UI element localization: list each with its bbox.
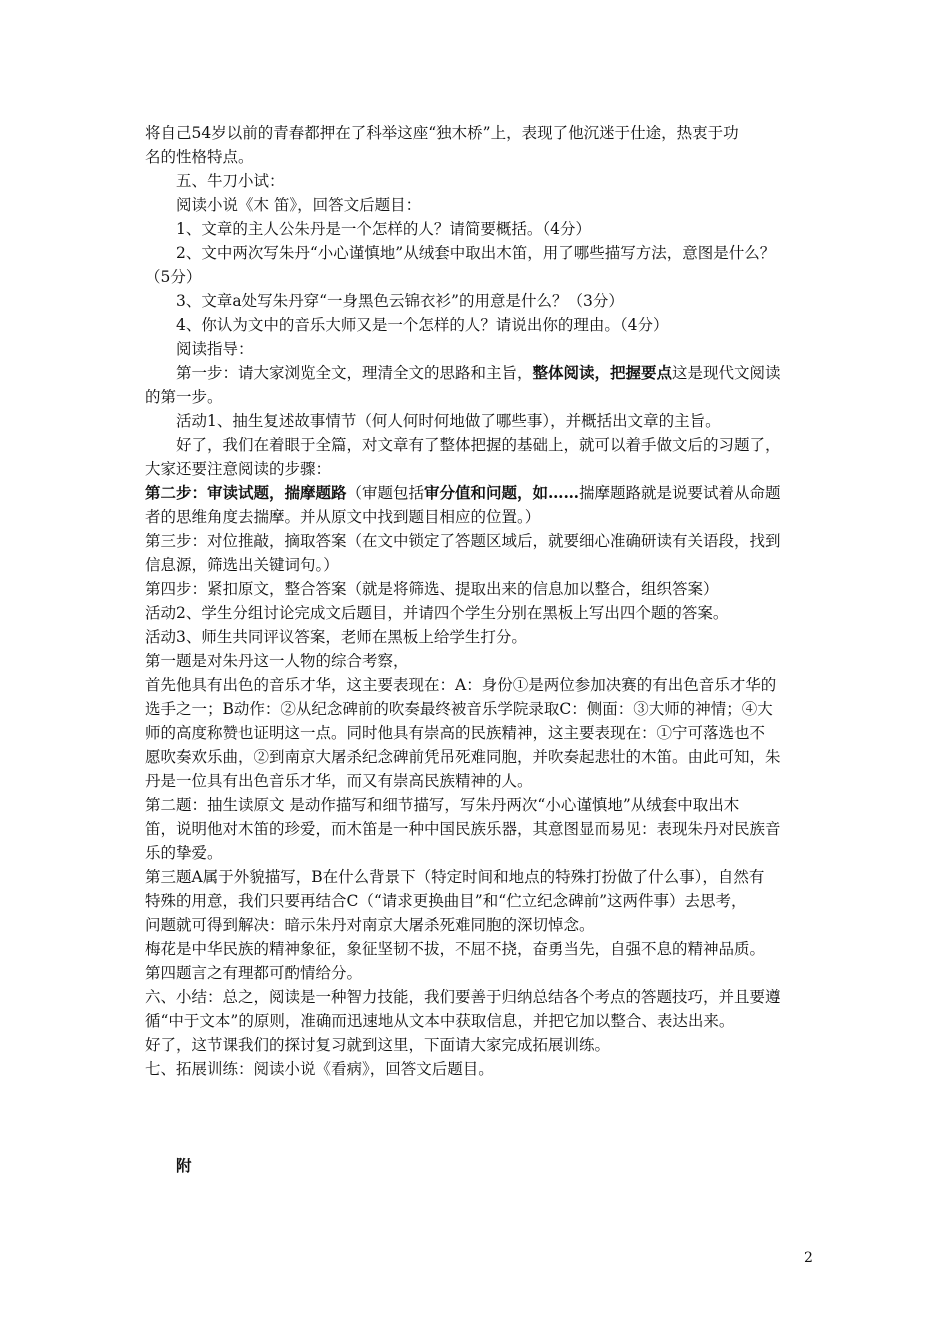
text-segment: 第三步：对位推敲，摘取答案（在文中锁定了答题区域后，就要细心准确研读有关语段，找到 — [145, 532, 781, 550]
text-line — [145, 865, 815, 889]
text-segment: 选手之一；B动作：②从纪念碑前的吹奏最终被音乐学院录取C：侧面：③大师的神情；④大 — [145, 700, 773, 718]
text-segment: 第二题：抽生读原文 是动作描写和细节描写，写朱丹两次“小心谨慎地”从绒套中取出木 — [145, 796, 740, 814]
text-segment: 愿吹奏欢乐曲，②到南京大屠杀纪念碑前凭吊死难同胞，并吹奏起悲壮的木笛。由此可知，朱 — [145, 748, 781, 766]
text-segment: 大家还要注意阅读的步骤： — [145, 460, 332, 478]
text-line — [145, 313, 815, 337]
text-segment: 七、拓展训练：阅读小说《看病》，回答文后题目。 — [145, 1060, 494, 1078]
text-line — [145, 433, 815, 457]
text-line — [145, 745, 815, 769]
text-line — [145, 169, 815, 193]
text-line — [145, 265, 815, 289]
text-line — [145, 1033, 815, 1057]
text-segment: 揣摩题路就是说要试着从命题 — [579, 484, 781, 502]
text-segment: 活动1、抽生复述故事情节（何人何时何地做了哪些事），并概括出文章的主旨。 — [176, 412, 721, 430]
text-line — [145, 649, 815, 673]
text-line — [145, 1009, 815, 1033]
text-line — [145, 241, 815, 265]
text-line — [145, 841, 815, 865]
text-segment: 3、文章a处写朱丹穿“一身黑色云锦衣衫”的用意是什么？（3分） — [176, 292, 624, 310]
text-segment: 好了，这节课我们的探讨复习就到这里，下面请大家完成拓展训练。 — [145, 1036, 611, 1054]
text-line — [145, 985, 815, 1009]
document-body — [145, 121, 815, 1081]
text-line — [145, 361, 815, 385]
text-line — [145, 1057, 815, 1081]
text-line — [145, 409, 815, 433]
text-line — [145, 217, 815, 241]
text-segment: 活动2、学生分组讨论完成文后题目，并请四个学生分别在黑板上写出四个题的答案。 — [145, 604, 729, 622]
bold-text: 第二步：审读试题，揣摩题路 — [145, 483, 347, 502]
text-segment: 4、你认为文中的音乐大师又是一个怎样的人？请说出你的理由。（4分） — [176, 316, 669, 334]
text-line — [145, 889, 815, 913]
text-segment: 好了，我们在着眼于全篇，对文章有了整体把握的基础上，就可以着手做文后的习题了， — [176, 436, 781, 454]
text-segment: 信息源，筛选出关键词句。） — [145, 556, 339, 574]
bold-text: 审分值和问题，如…… — [424, 483, 580, 502]
text-segment: 2、文中两次写朱丹“小心谨慎地”从绒套中取出木笛，用了哪些描写方法，意图是什么？ — [176, 244, 776, 262]
text-segment: 活动3、师生共同评议答案，老师在黑板上给学生打分。 — [145, 628, 527, 646]
text-line — [145, 505, 815, 529]
text-line — [145, 601, 815, 625]
text-line — [145, 673, 815, 697]
text-segment: 的第一步。 — [145, 388, 223, 406]
text-segment: 师的高度称赞也证明这一点。同时他具有崇高的民族精神，这主要表现在：①宁可落选也不 — [145, 724, 766, 742]
text-line — [145, 337, 815, 361]
text-line — [145, 961, 815, 985]
text-line — [145, 121, 815, 145]
text-line — [145, 553, 815, 577]
appendix-label: 附 — [176, 1156, 192, 1175]
text-line — [145, 529, 815, 553]
text-segment: 阅读小说《木 笛》，回答文后题目： — [176, 196, 422, 214]
text-line — [145, 817, 815, 841]
text-line — [145, 721, 815, 745]
text-segment: 五、牛刀小试： — [176, 172, 285, 190]
text-segment: 第一题是对朱丹这一人物的综合考察， — [145, 652, 409, 670]
text-segment: 第四题言之有理都可酌情给分。 — [145, 964, 363, 982]
text-segment: 第四步：紧扣原文，整合答案（就是将筛选、提取出来的信息加以整合，组织答案） — [145, 580, 719, 598]
text-segment: 第一步：请大家浏览全文，理清全文的思路和主旨， — [176, 364, 533, 382]
text-line — [145, 457, 815, 481]
text-line — [145, 697, 815, 721]
text-segment: 阅读指导： — [176, 340, 254, 358]
text-line — [145, 937, 815, 961]
text-segment: （审题包括 — [346, 484, 425, 502]
text-segment: 梅花是中华民族的精神象征，象征坚韧不拔，不屈不挠，奋勇当先，自强不息的精神品质。 — [145, 940, 766, 958]
text-segment: 名的性格特点。 — [145, 148, 254, 166]
text-line — [145, 289, 815, 313]
text-segment: （5分） — [145, 268, 202, 286]
text-segment: 乐的挚爱。 — [145, 844, 223, 862]
bold-text: 整体阅读，把握要点 — [532, 363, 673, 382]
text-line — [145, 145, 815, 169]
text-segment: 第三题A属于外貌描写，B在什么背景下（特定时间和地点的特殊打扮做了什么事），自然有 — [145, 868, 765, 886]
text-line — [145, 913, 815, 937]
text-line — [145, 385, 815, 409]
text-line — [145, 625, 815, 649]
text-line — [145, 577, 815, 601]
text-segment: 循“中于文本”的原则，准确而迅速地从文本中获取信息，并把它加以整合、表达出来。 — [145, 1012, 735, 1030]
text-line — [145, 793, 815, 817]
text-line — [145, 769, 815, 793]
text-segment: 首先他具有出色的音乐才华，这主要表现在：A：身份①是两位参加决赛的有出色音乐才华的 — [145, 676, 777, 694]
text-segment: 1、文章的主人公朱丹是一个怎样的人？请简要概括。（4分） — [176, 220, 591, 238]
text-segment: 问题就可得到解决：暗示朱丹对南京大屠杀死难同胞的深切悼念。 — [145, 916, 595, 934]
text-segment: 笛，说明他对木笛的珍爱，而木笛是一种中国民族乐器，其意图显而易见：表现朱丹对民族音 — [145, 820, 781, 838]
page-number: 2 — [804, 1250, 813, 1266]
text-line — [145, 481, 815, 505]
text-segment: 将自己54岁以前的青春都押在了科举这座“独木桥”上，表现了他沉迷于仕途，热衷于功 — [145, 124, 739, 142]
text-segment: 六、小结：总之，阅读是一种智力技能，我们要善于归纳总结各个考点的答题技巧，并且要遵 — [145, 988, 781, 1006]
text-segment: 丹是一位具有出色音乐才华，而又有崇高民族精神的人。 — [145, 772, 533, 790]
text-segment: 者的思维角度去揣摩。并从原文中找到题目相应的位置。） — [145, 508, 541, 526]
text-segment: 特殊的用意，我们只要再结合C（“请求更换曲目”和“伫立纪念碑前”这两件事）去思考， — [145, 892, 747, 910]
text-line — [145, 193, 815, 217]
text-segment: 这是现代文阅读 — [672, 364, 781, 382]
